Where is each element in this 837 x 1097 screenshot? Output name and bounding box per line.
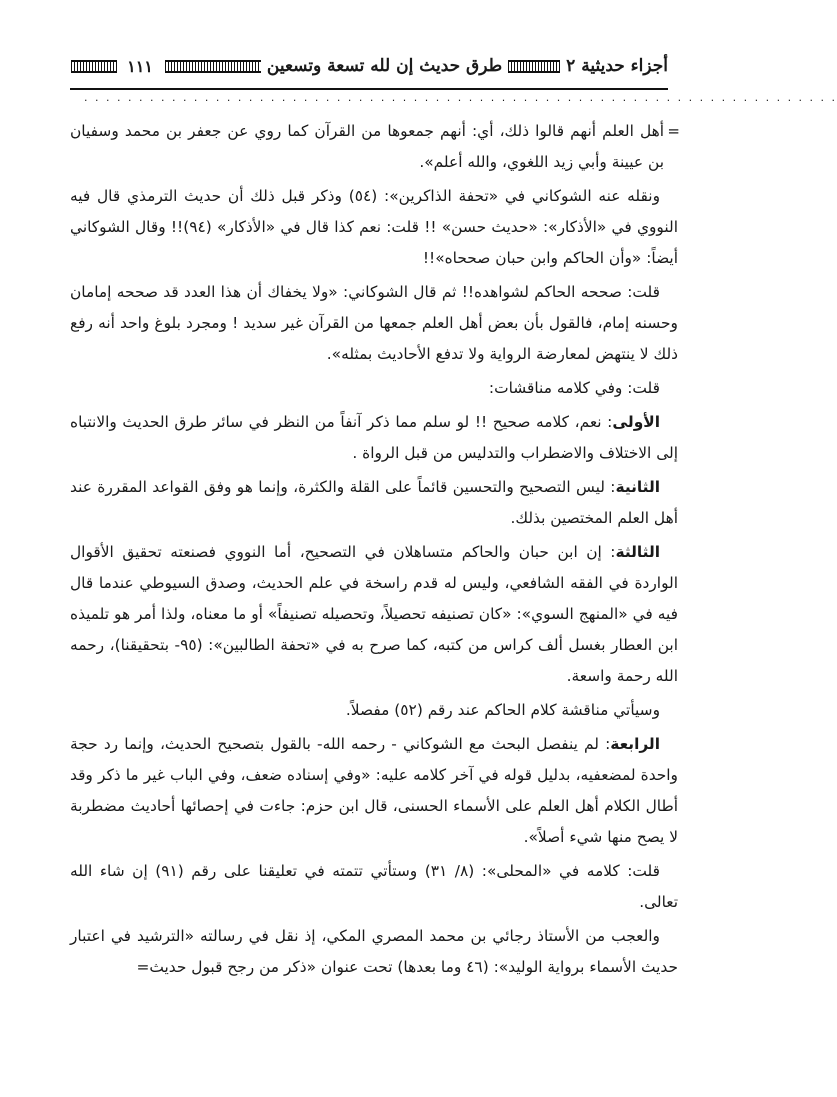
header-subtitle: طرق حديث إن لله تسعة وتسعين [266,56,503,76]
point-label: الثالثة [615,543,660,561]
header-ornament-left [508,60,560,73]
paragraph [70,856,678,918]
point-label: الأولى [612,413,660,431]
running-header [70,46,668,86]
text-body [70,116,678,983]
paragraph-text: : نعم، كلامه صحيح !! لو سلم مما ذكر آنفاً من النظر في سائر طرق الحديث والانتباه إلى الاختلاف والاضطراب والتدليس من قبل الرواة . [70,413,678,462]
paragraph-text: : إن ابن حبان والحاكم متساهلان في التصحيح، أما النووي فصنعته تحقيق الأقوال الواردة في الفقه الشافعي، وليس له قدم راسخة في علم الحديث، وصدق السيوطي عندما قال فيه في «المنهج السوي»: «كان تصنيفه تحصيلاً، وتحصيله تصنيفاً» أو ما معناه، ولذا أمر هو تلميذه ابن العطار بغسل ألف كراس من كتبه، كما صرح به في «تحفة الطالبين»: (٩٥- بتحقيقنا)، رحمه الله رحمة واسعة. [70,543,678,685]
continuation-mark: = [667,122,680,140]
paragraph-text: وسيأتي مناقشة كلام الحاكم عند رقم (٥٢) مفصلاً. [345,701,660,719]
point-label: الرابعة [610,735,660,753]
paragraph [70,181,678,274]
paragraph-text: : ليس التصحيح والتحسين قائماً على القلة والكثرة، وإنما هو وفق القواعد المقررة عند أهل العلم المختصين بذلك. [70,478,678,527]
paragraph-text: قلت: صححه الحاكم لشواهده!! ثم قال الشوكاني: «ولا يخفاك أن هذا العدد قد صححه إمامان وحسنه إمام، فالقول بأن بعض أهل العلم جمعها من القرآن غير سديد ! ومجرد بلوغ واحد أنه رفع ذلك لا ينتهض لمعارضة الرواية ولا تدفع الأحاديث بمثله». [70,283,678,363]
paragraph-continuation [70,116,678,178]
paragraph-text: والعجب من الأستاذ رجائي بن محمد المصري المكي، إذ نقل في رسالته «الترشيد في اعتبار حديث الأسماء برواية الوليد»: (٤٦ وما بعدها) تحت عنوان «ذكر من رجح قبول حديث= [70,927,678,976]
header-ornament-right [71,60,117,73]
paragraph [70,695,678,726]
paragraph [70,277,678,370]
paragraph-point [70,472,678,534]
header-rule [70,88,668,90]
header-title: أجزاء حديثية ٢ [566,56,668,76]
paragraph-text: : لم ينفصل البحث مع الشوكاني - رحمه الله- بالقول بتصحيح الحديث، وإنما رد حجة واحدة لمضعفيه، بدليل قوله في آخر كلامه عليه: «وفي إسناده ضعف، وفي الباب غير ما ذكر وقد أطال الكلام أهل العلم على الأسماء الحسنى، قال ابن حزم: جاءت في إحصائها أحاديث مضطربة لا يصح منها شيء أصلاً». [70,735,678,846]
page-number: ١١١ [127,56,153,76]
header-ornament-middle [165,60,261,73]
paragraph-point [70,729,678,853]
paragraph-text: قلت: وفي كلامه مناقشات: [488,379,660,397]
paragraph [70,921,678,983]
paragraph-text: قلت: كلامه في «المحلى»: (٨/ ٣١) وستأتي تتمته في تعليقنا على رقم (٩١) إن شاء الله تعالى. [70,862,678,911]
point-label: الثانية [615,478,660,496]
paragraph-text: أهل العلم أنهم قالوا ذلك، أي: أنهم جمعوها من القرآن كما روي عن جعفر بن محمد وسفيان بن عيينة وأبي زيد اللغوي، والله أعلم». [70,122,664,171]
paragraph-point [70,537,678,692]
paragraph-point [70,407,678,469]
dotted-separator: . . . . . . . . . . . . . . . . . . . . . . . . . . . . . . . . . . . . . . . . . . . . . . . . . . . . . . . . . . . . . . . . . . . . . [84,91,837,104]
paragraph [70,373,678,404]
paragraph-text: ونقله عنه الشوكاني في «تحفة الذاكرين»: (٥٤) وذكر قبل ذلك أن حديث الترمذي قال فيه النووي في «الأذكار»: «حديث حسن» !! قلت: نعم كذا قال في «الأذكار» (٩٤)!! وقال الشوكاني أيضاً: «وأن الحاكم وابن حبان صححاه»!! [70,187,678,267]
